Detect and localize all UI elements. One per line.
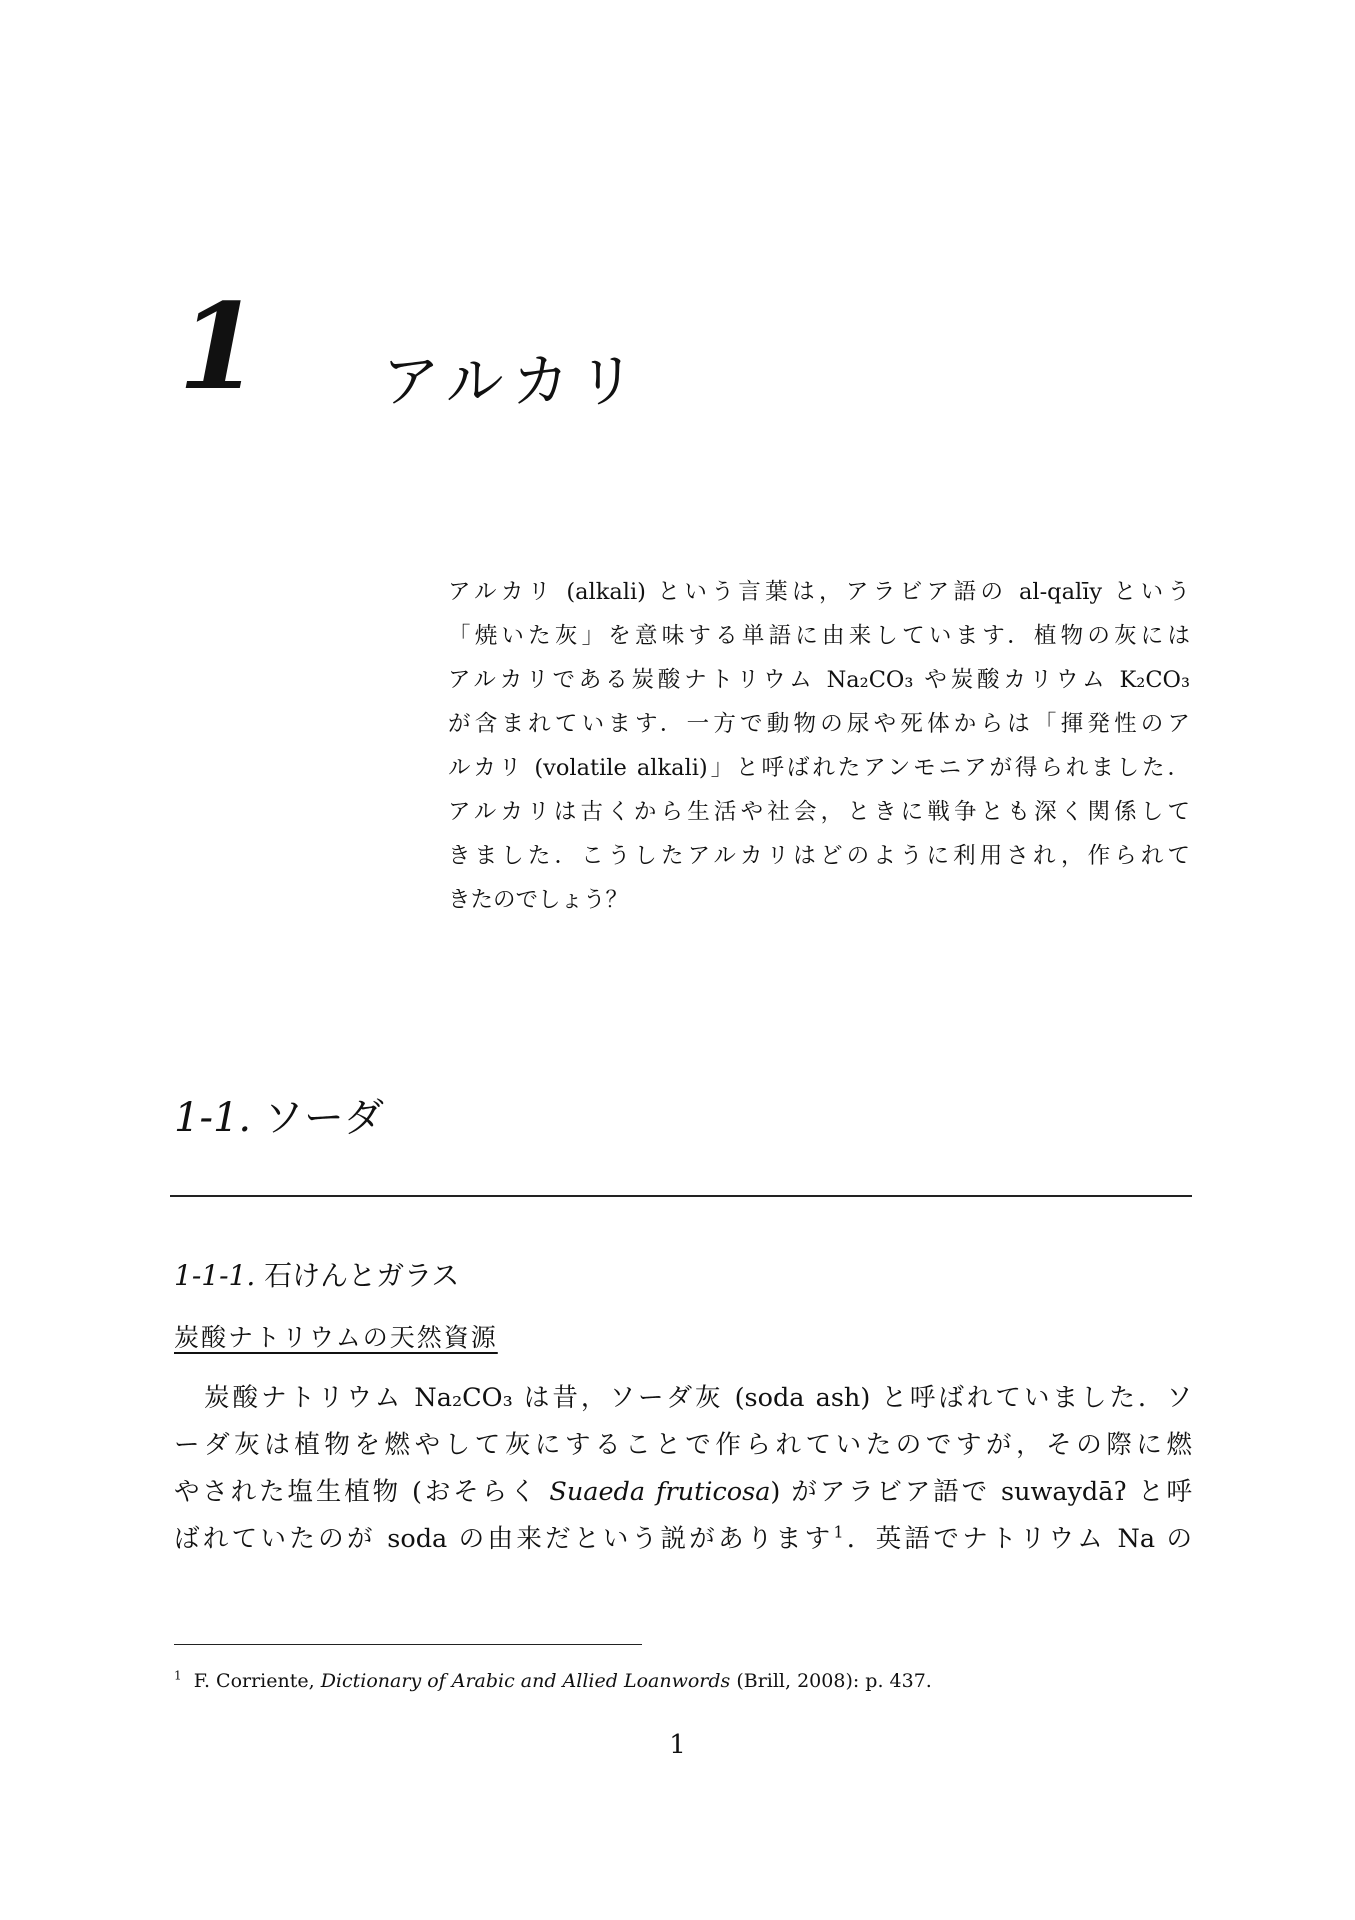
footnote-marker: 1: [174, 1668, 182, 1683]
subsection-title: 石けんとガラス: [264, 1259, 460, 1292]
footnote-divider: [174, 1644, 642, 1645]
species-name: Suaeda fruticosa: [549, 1477, 771, 1507]
footnote-details: (Brill, 2008): p. 437.: [730, 1670, 932, 1692]
intro-line: が含まれています．一方で動物の尿や死体からは「揮発性のア: [448, 711, 1190, 737]
body-paragraph: [174, 1375, 1192, 1563]
intro-line: アルカリ (alkali) という言葉は，アラビア語の al-qalīy という: [448, 579, 1190, 605]
body-text: やされた塩生植物 (おそらく: [174, 1477, 550, 1507]
subsection-number: 1-1-1.: [174, 1259, 256, 1292]
chapter-number: 1: [178, 277, 259, 416]
section-divider: [170, 1195, 1192, 1197]
intro-line: アルカリである炭酸ナトリウム Na₂CO₃ や炭酸カリウム K₂CO₃: [448, 667, 1190, 693]
chapter-introduction: [448, 570, 1190, 922]
footnote-author: F. Corriente,: [193, 1670, 321, 1692]
body-line: 炭酸ナトリウム Na₂CO₃ は昔，ソーダ灰 (soda ash) と呼ばれていました．ソ: [204, 1383, 1192, 1413]
body-line: ーダ灰は植物を燃やして灰にすることで作られていたのですが，その際に燃: [174, 1430, 1192, 1460]
intro-line: きました．こうしたアルカリはどのように利用され，作られて: [448, 843, 1190, 869]
subsection-heading: [174, 1259, 460, 1292]
intro-line: 「焼いた灰」を意味する単語に由来しています．植物の灰には: [448, 623, 1190, 649]
footnote: [174, 1670, 932, 1693]
body-line: [174, 1469, 1192, 1516]
body-text: ばれていたのが soda の由来だという説があります: [174, 1524, 834, 1554]
intro-line: アルカリは古くから生活や社会，ときに戦争とも深く関係して: [448, 799, 1190, 825]
topic-heading: 炭酸ナトリウムの天然資源: [174, 1323, 498, 1352]
chapter-title: アルカリ: [382, 347, 644, 415]
intro-line: きたのでしょう？: [448, 887, 629, 913]
section-number: 1-1.: [174, 1095, 252, 1141]
intro-line: ルカリ (volatile alkali)」と呼ばれたアンモニアが得られました．: [448, 755, 1190, 781]
body-text: ) がアラビア語で suwaydāʔ と呼: [770, 1477, 1192, 1507]
body-line: [174, 1516, 1192, 1563]
footnote-work-title: Dictionary of Arabic and Allied Loanwords: [320, 1670, 731, 1692]
section-title: ソーダ: [263, 1095, 384, 1141]
body-text: ．英語でナトリウム Na の: [843, 1524, 1192, 1554]
section-heading: [174, 1095, 384, 1141]
footnote-reference[interactable]: 1: [833, 1522, 844, 1542]
page-number: 1: [669, 1730, 686, 1760]
